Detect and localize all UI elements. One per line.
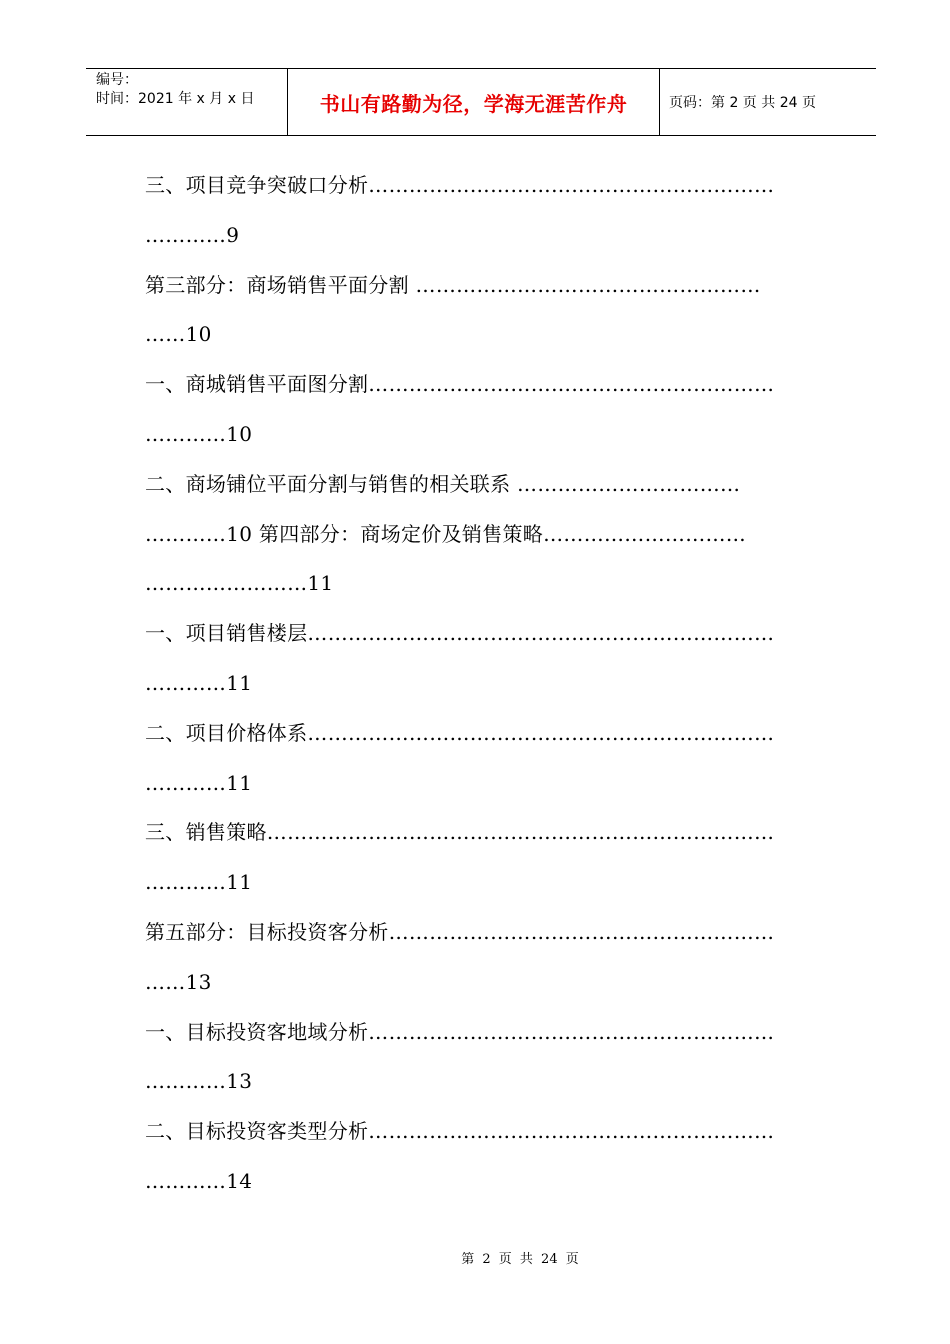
header-page-info: 页码：第 2 页 共 24 页: [669, 95, 816, 111]
toc-line: 一、商城销售平面图分割……………………………………………………: [145, 372, 775, 397]
header-motto-cell: [288, 69, 660, 135]
header-motto: 书山有路勤为径，学海无涯苦作舟: [319, 91, 628, 116]
toc-line: …………11: [145, 770, 253, 795]
toc-line: …………11: [145, 670, 253, 695]
toc-line: …………9: [145, 222, 240, 247]
toc-line: ……………………11: [145, 571, 334, 596]
toc-line: 三、项目竞争突破口分析……………………………………………………: [145, 173, 775, 197]
serial-number-label: 编号：: [96, 72, 138, 88]
toc-line: 二、项目价格体系……………………………………………………………: [145, 720, 775, 745]
date-label: 时间：2021 年 x 月 x 日: [96, 91, 255, 107]
toc-line: …………10: [145, 421, 253, 446]
toc-line: 一、项目销售楼层……………………………………………………………: [145, 621, 775, 646]
header-page-cell: [660, 69, 876, 135]
header-meta-cell: [86, 69, 288, 135]
toc-line: 第五部分：目标投资客分析…………………………………………………: [145, 919, 775, 944]
table-of-contents: [145, 168, 819, 1214]
toc-line: 二、目标投资客类型分析……………………………………………………: [145, 1119, 775, 1144]
toc-line: …………14: [145, 1168, 253, 1193]
toc-line: …………11: [145, 870, 253, 895]
toc-line: 三、销售策略…………………………………………………………………: [145, 820, 775, 845]
toc-line: 一、目标投资客地域分析……………………………………………………: [145, 1019, 775, 1044]
toc-line: …………10 第四部分：商场定价及销售策略…………………………: [145, 521, 747, 546]
toc-line: 第三部分：商场销售平面分割 ……………………………………………: [145, 272, 761, 297]
toc-line: 二、商场铺位平面分割与销售的相关联系 ……………………………: [145, 471, 741, 496]
toc-line: ……13: [145, 969, 212, 994]
toc-line: ……10: [145, 322, 212, 347]
page-footer: 第 2 页 共 24 页: [461, 1252, 579, 1267]
toc-line: …………13: [145, 1069, 253, 1094]
page-header: [86, 68, 876, 136]
